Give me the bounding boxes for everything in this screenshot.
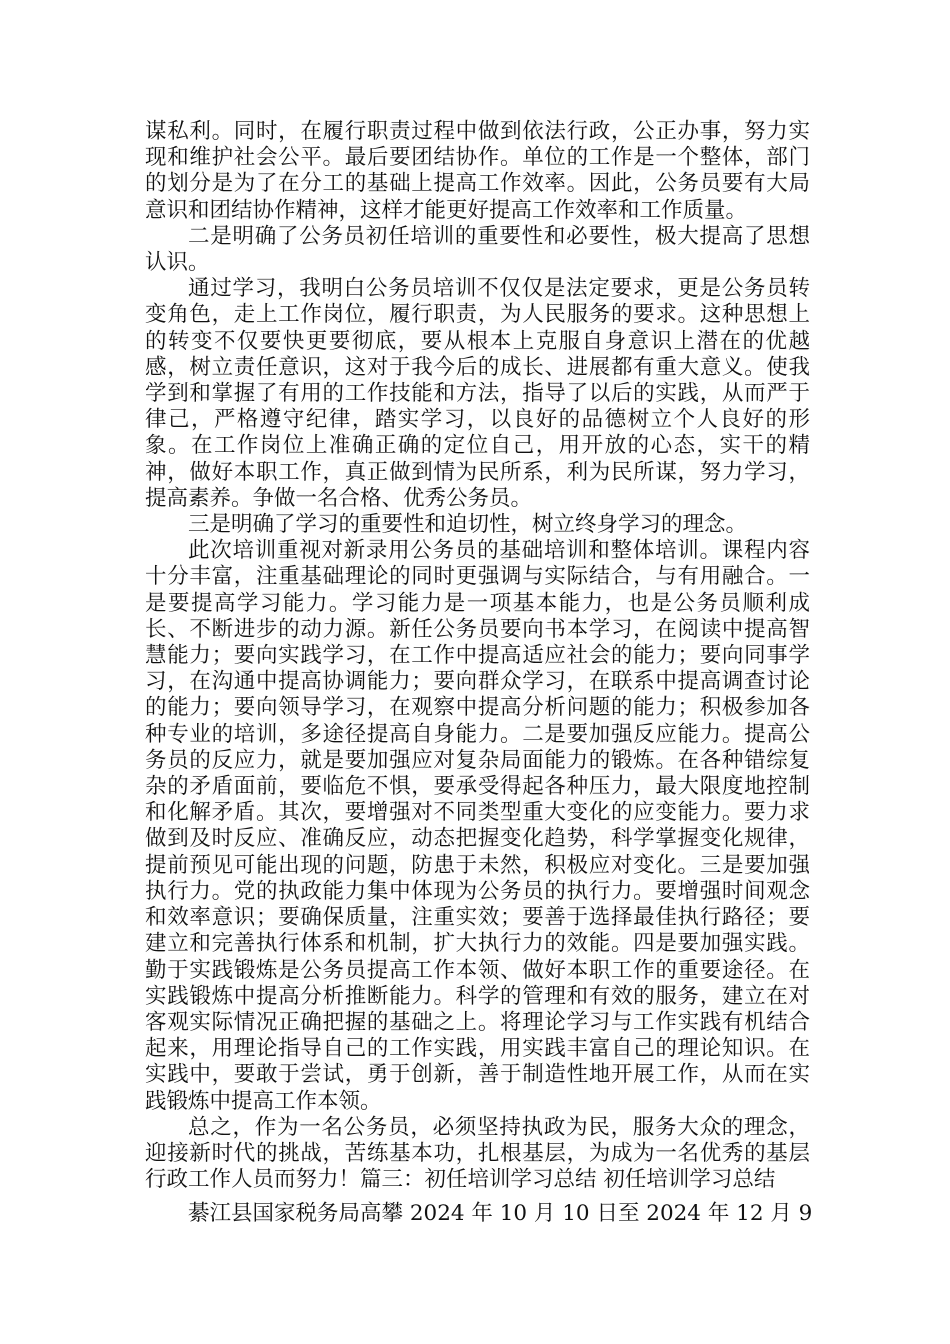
paragraph-point-three-heading: 三是明确了学习的重要性和迫切性，树立终身学习的理念。 — [188, 512, 748, 538]
paragraph-continuation: 谋私利。同时，在履行职责过程中做到依法行政，公正办事，努力实现和维护社会公平。最后要团结协作。单位的工作是一个整体，部门的划分是为了在分工的基础上提高工作效率。因此，公务员要有大局意识和团结协作精神，这样才能更好提高工作效率和工作质量。 — [145, 119, 810, 223]
paragraph-point-two-body: 通过学习，我明白公务员培训不仅仅是法定要求，更是公务员转变角色，走上工作岗位，履行职责，为人民服务的要求。这种思想上的转变不仅要快更要彻底，要从根本上克服自身意识上潜在的优越感，树立责任意识，这对于我今后的成长、进展都有重大意义。使我学到和掌握了有用的工作技能和方法，指导了以后的实践，从而严于律己，严格遵守纪律，踏实学习，以良好的品德树立个人良好的形象。在工作岗位上准确正确的定位自己，用开放的心态，实干的精神，做好本职工作，真正做到情为民所系，利为民所谋，努力学习，提高素养。争做一名合格、优秀公务员。 — [145, 276, 810, 511]
paragraph-point-three-body: 此次培训重视对新录用公务员的基础培训和整体培训。课程内容十分丰富，注重基础理论的同时更强调与实际结合，与有用融合。一是要提高学习能力。学习能力是一项基本能力，也是公务员顺利成长、不断进步的动力源。新任公务员要向书本学习，在阅读中提高智慧能力；要向实践学习，在工作中提高适应社会的能力；要向同事学习，在沟通中提高协调能力；要向群众学习，在联系中提高调查讨论的能力；要向领导学习，在观察中提高分析问题的能力；积极参加各种专业的培训，多途径提高自身能力。二是要加强反应能力。提高公务员的反应力，就是要加强应对复杂局面能力的锻炼。在各种错综复杂的矛盾面前，要临危不惧，要承受得起各种压力，最大限度地控制和化解矛盾。其次，要增强对不同类型重大变化的应变能力。要力求做到及时反应、准确反应，动态把握变化趋势，科学掌握变化规律，提前预见可能出现的问题，防患于未然，积极应对变化。三是要加强执行力。党的执政能力集中体现为公务员的执行力。要增强时间观念和效率意识；要确保质量，注重实效；要善于选择最佳执行路径；要建立和完善执行体系和机制，扩大执行力的效能。四是要加强实践。勤于实践锻炼是公务员提高工作本领、做好本职工作的重要途径。在实践锻炼中提高分析推断能力。科学的管理和有效的服务，建立在对客观实际情况正确把握的基础之上。将理论学习与工作实践有机结合起来，用理论指导自己的工作实践，用实践丰富自己的理论知识。在实践中，要敢于尝试，勇于创新，善于制造性地开展工作，从而在实践锻炼中提高工作本领。 — [145, 538, 810, 1114]
paragraph-conclusion: 总之，作为一名公务员，必须坚持执政为民，服务大众的理念，迎接新时代的挑战，苦练基本功，扎根基层，为成为一名优秀的基层行政工作人员而努力！篇三：初任培训学习总结 初任培训学习总结 — [145, 1114, 810, 1193]
paragraph-point-two-heading: 二是明确了公务员初任培训的重要性和必要性，极大提高了思想认识。 — [145, 223, 810, 276]
paragraph-author-date: 綦江县国家税务局高攀 2024 年 10 月 10 日至 2024 年 12 月 9 — [188, 1201, 813, 1227]
document-body — [145, 119, 813, 1228]
